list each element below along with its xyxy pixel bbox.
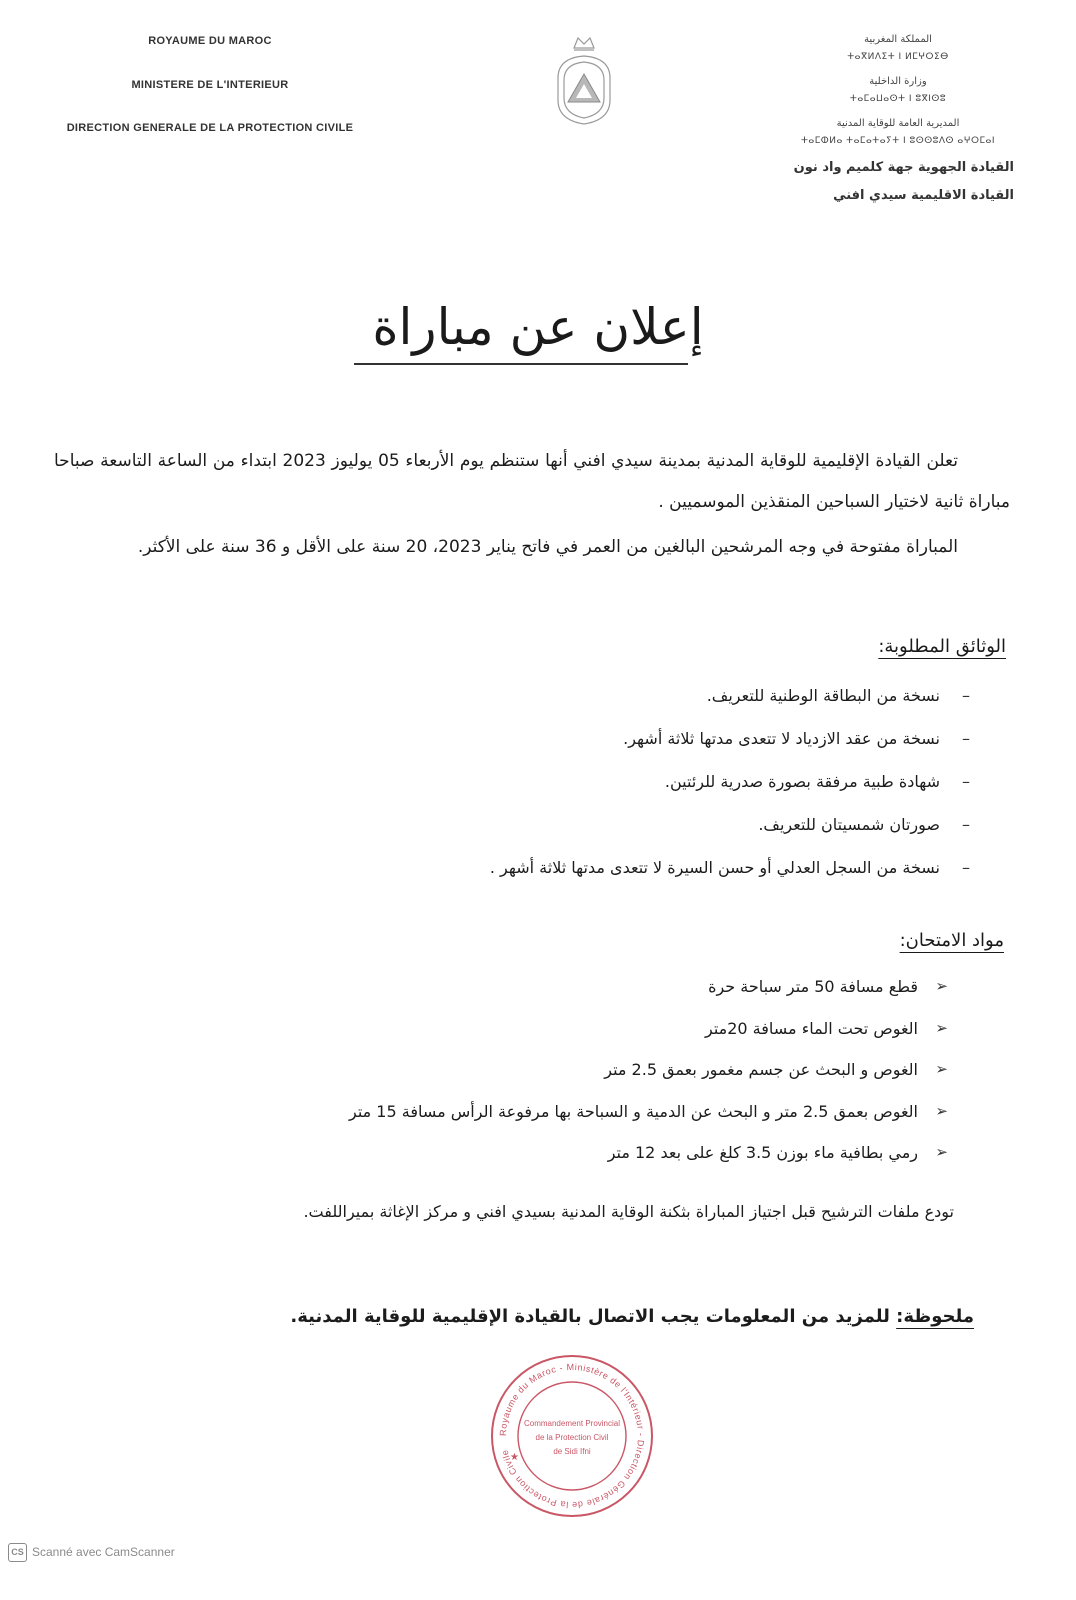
stamp-line-1: Commandement Provincial [523, 1419, 621, 1428]
arrow-bullet-icon: ➢ [935, 1018, 948, 1037]
exam-item-text: الغوص تحت الماء مسافة 20متر [705, 1018, 918, 1038]
title-underline [354, 363, 688, 365]
list-item [270, 717, 970, 760]
list-item [270, 803, 970, 846]
stamp-line-3: de Sidi Ifni [553, 1447, 591, 1456]
note-label: ملحوظة: [896, 1306, 974, 1327]
header-ministry-tifinagh: ⵜⴰⵎⴰⵡⴰⵙⵜ ⵏ ⵓⴳⵏⵙⵓ [849, 94, 947, 104]
announcement-paragraph-2: المباراة مفتوحة في وجه المرشحين البالغين من العمر في فاتح يناير 2023، 20 سنة على الأقل و 36 سنة على الأكثر. [137, 537, 958, 557]
list-item [270, 760, 970, 803]
exam-item-text: رمي بطافية ماء بوزن 3.5 كلغ على بعد 12 متر [607, 1143, 918, 1162]
exam-list [148, 966, 948, 1174]
note-text: للمزيد من المعلومات يجب الاتصال بالقيادة الإقليمية للوقاية المدنية. [290, 1306, 890, 1327]
list-item [148, 966, 948, 1008]
documents-list [270, 674, 970, 889]
document-item-text: نسخة من السجل العدلي أو حسن السيرة لا تتعدى مدتها ثلاثة أشهر . [489, 858, 940, 877]
note [290, 1306, 974, 1327]
exam-item-text: قطع مسافة 50 متر سباحة حرة [708, 977, 918, 996]
camscanner-text: Scanné avec CamScanner [32, 1545, 175, 1559]
dash-bullet-icon: – [962, 815, 970, 834]
announcement-title: إعلان عن مباراة [372, 298, 704, 356]
stamp-outer-text: Royaume du Maroc - Ministère de l'Intérieur - Direction Générale de la Protection Civile [497, 1361, 647, 1511]
provincial-command: القيادة الاقليمية سيدي افني [833, 188, 1014, 203]
dash-bullet-icon: – [962, 729, 970, 748]
header-kingdom-ar: المملكة المغربية [864, 34, 932, 45]
stamp-star-icon: ★ [510, 1452, 519, 1463]
list-item [270, 846, 970, 889]
header-ministry-ar: وزارة الداخلية [869, 76, 927, 87]
protection-civile-emblem-icon [548, 30, 620, 130]
dash-bullet-icon: – [962, 858, 970, 877]
exam-item-text: الغوص و البحث عن جسم مغمور بعمق 2.5 متر [604, 1060, 918, 1079]
header-ministry-fr: MINISTERE DE L'INTERIEUR [131, 79, 289, 91]
camscanner-logo-icon: CS [8, 1543, 27, 1562]
regional-command: القيادة الجهوية جهة كلميم واد نون [793, 160, 1014, 175]
document-item-text: نسخة من البطاقة الوطنية للتعريف. [706, 686, 940, 705]
list-item [148, 1049, 948, 1091]
header-direction-ar: المديرية العامة للوقاية المدنية [836, 118, 960, 129]
header-kingdom-tifinagh: ⵜⴰⴳⵍⴷⵉⵜ ⵏ ⵍⵎⵖⵔⵉⴱ [847, 52, 949, 62]
deposit-paragraph: تودع ملفات الترشيح قبل اجتياز المباراة بثكنة الوقاية المدنية بسيدي افني و مركز الإغاثة بميراللفت. [303, 1202, 954, 1221]
announcement-paragraph-1: تعلن القيادة الإقليمية للوقاية المدنية بمدينة سيدي افني أنها ستنظم يوم الأربعاء 05 يوليوز 2023 ابتداء من الساعة التاسعة صباحا مباراة ثانية لاختيار السباحين المنقذين الموسميين . [54, 451, 1010, 512]
arrow-bullet-icon: ➢ [935, 1101, 948, 1120]
document-item-text: صورتان شمسيتان للتعريف. [758, 815, 940, 834]
arrow-bullet-icon: ➢ [935, 1143, 948, 1161]
document-item-text: شهادة طبية مرفقة بصورة صدرية للرئتين. [664, 772, 940, 791]
document-item-text: نسخة من عقد الازدياد لا تتعدى مدتها ثلاثة أشهر. [623, 729, 940, 748]
arrow-bullet-icon: ➢ [935, 977, 948, 995]
exam-heading: مواد الامتحان: [899, 930, 1004, 951]
arrow-bullet-icon: ➢ [935, 1060, 948, 1078]
dash-bullet-icon: – [962, 772, 970, 791]
documents-heading: الوثائق المطلوبة: [878, 636, 1006, 657]
dash-bullet-icon: – [962, 686, 970, 705]
camscanner-watermark [8, 1542, 175, 1562]
list-item [148, 1008, 948, 1050]
list-item [148, 1091, 948, 1133]
list-item [270, 674, 970, 717]
header-kingdom-fr: ROYAUME DU MAROC [148, 35, 272, 47]
list-item [148, 1132, 948, 1174]
official-stamp [488, 1352, 656, 1520]
header-direction-tifinagh: ⵜⴰⵎⵀⵍⴰ ⵜⴰⵎⴰⵜⴰⵢⵜ ⵏ ⵓⵙⵙⵓⴷⵙ ⴰⵖⵔⵎⴰⵏ [800, 136, 996, 146]
exam-item-text: الغوص بعمق 2.5 متر و البحث عن الدمية و السباحة بها مرفوعة الرأس مسافة 15 متر [348, 1101, 918, 1121]
header-direction-fr: DIRECTION GENERALE DE LA PROTECTION CIVILE [66, 122, 354, 134]
stamp-line-2: de la Protection Civil [535, 1433, 609, 1442]
